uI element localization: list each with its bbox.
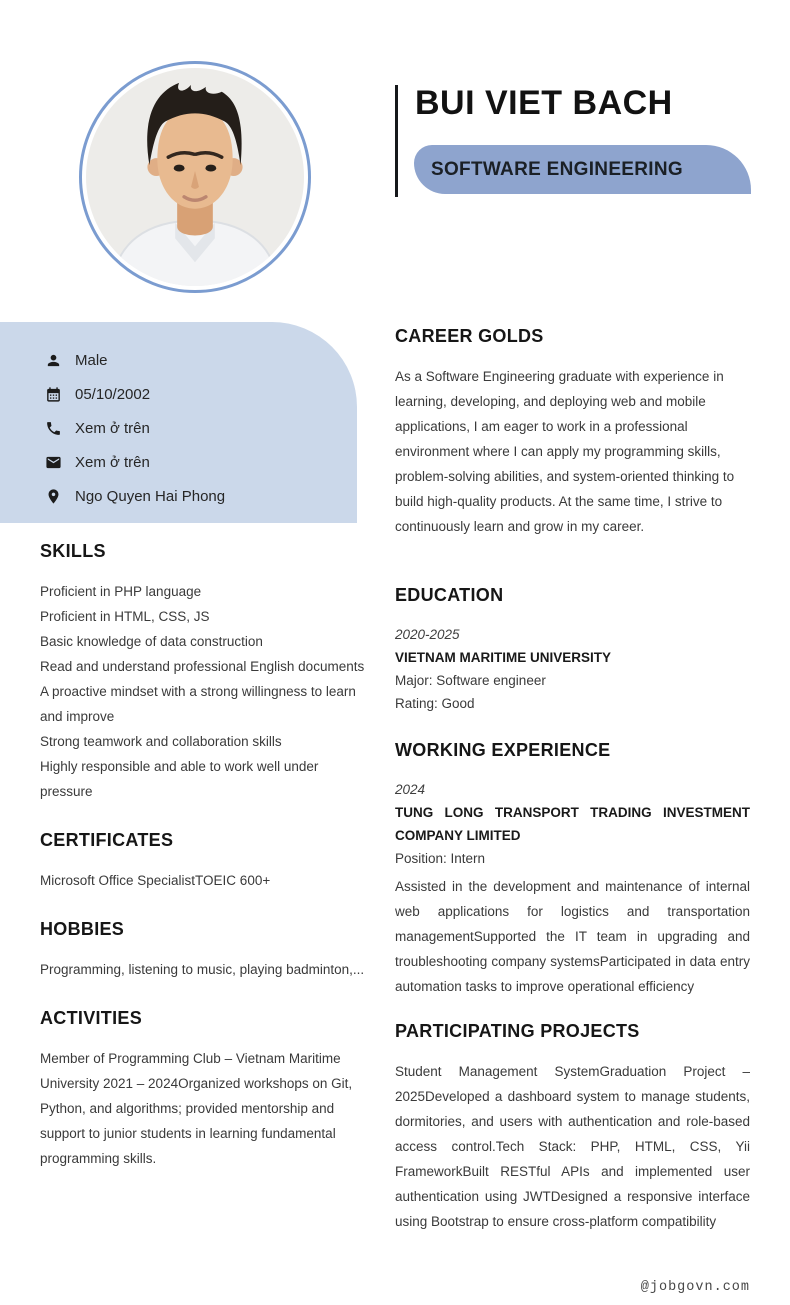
experience-year: 2024 — [395, 782, 426, 797]
experience-description: Assisted in the development and maintenance of internal web applications for logistics and transportation managementSupported the IT team in upgrading and troubleshooting company systemsParticipated in data entry automation tasks to improve operational efficiency — [395, 879, 750, 994]
education-heading: EDUCATION — [395, 585, 504, 605]
section-activities — [40, 1008, 372, 1171]
contact-item-phone — [45, 411, 337, 445]
education-school: VIETNAM MARITIME UNIVERSITY — [395, 650, 612, 665]
section-career-goals — [395, 326, 750, 539]
activities-text: Member of Programming Club – Vietnam Maritime University 2021 – 2024Organized workshops on Git, Python, and algorithms; provided mentorship and support to junior students in learning fundamental programming skills. — [40, 1051, 353, 1166]
activities-heading: ACTIVITIES — [40, 1008, 143, 1028]
header — [395, 83, 765, 203]
skill-item: Proficient in HTML, CSS, JS — [40, 609, 210, 624]
skill-item: Basic knowledge of data construction — [40, 634, 263, 649]
education-major: Major: Software engineer — [395, 673, 546, 688]
education-rating: Rating: Good — [395, 696, 475, 711]
education-years: 2020-2025 — [395, 627, 460, 642]
person-name: BUI VIET BACH — [415, 84, 673, 122]
projects-text: Student Management SystemGraduation Project – 2025Developed a dashboard system to manage students, dormitories, and users with authentication and role-based access control.Tech Stack: PHP, HTML, CSS, Yii FrameworkBuilt RESTful APIs and implemented user authentication using JWTDesigned a responsive interface using Bootstrap to ensure cross-platform compatibility — [395, 1064, 750, 1229]
section-skills — [40, 541, 372, 804]
right-column — [395, 326, 750, 1234]
contact-phone-label: Xem ở trên — [75, 419, 150, 437]
calendar-icon — [45, 386, 62, 403]
avatar-illustration — [86, 68, 304, 286]
section-education — [395, 585, 750, 715]
skill-item: Read and understand professional English documents — [40, 659, 365, 674]
contact-item-email — [45, 445, 337, 479]
participating-projects-heading: PARTICIPATING PROJECTS — [395, 1021, 640, 1041]
certificates-text: Microsoft Office SpecialistTOEIC 600+ — [40, 873, 271, 888]
contact-birthdate-label: 05/10/2002 — [75, 385, 151, 403]
personal-info-box — [0, 322, 357, 523]
section-certificates — [40, 830, 372, 893]
skills-heading: SKILLS — [40, 541, 106, 561]
job-title-banner — [414, 145, 751, 194]
email-icon — [45, 454, 62, 471]
person-icon — [45, 352, 62, 369]
section-hobbies — [40, 919, 372, 982]
contact-email-label: Xem ở trên — [75, 453, 150, 471]
section-working-experience — [395, 740, 750, 999]
location-icon — [45, 488, 62, 505]
experience-position: Position: Intern — [395, 851, 486, 866]
section-participating-projects — [395, 1021, 750, 1234]
hobbies-heading: HOBBIES — [40, 919, 125, 939]
contact-gender-label: Male — [75, 351, 108, 369]
contact-address-label: Ngo Quyen Hai Phong — [75, 487, 226, 505]
profile-photo — [86, 68, 304, 286]
career-goals-heading: CAREER GOLDS — [395, 326, 544, 346]
watermark: @jobgovn.com — [640, 1280, 750, 1295]
job-title: SOFTWARE ENGINEERING — [431, 158, 683, 180]
skill-item: Highly responsible and able to work well under pressure — [40, 759, 319, 799]
phone-icon — [45, 420, 62, 437]
hobbies-text: Programming, listening to music, playing badminton,... — [40, 962, 365, 977]
certificates-heading: CERTIFICATES — [40, 830, 174, 850]
left-column — [40, 541, 372, 1171]
skill-item: Proficient in PHP language — [40, 584, 202, 599]
career-goals-text: As a Software Engineering graduate with experience in learning, developing, and deploying web and mobile applications, I am eager to work in a professional environment where I can apply my programming skills, problem-solving abilities, and system-oriented thinking to build high-quality products. At the same time, I strive to continuously learn and grow in my career. — [395, 369, 735, 534]
working-experience-heading: WORKING EXPERIENCE — [395, 740, 611, 760]
contact-item-gender — [45, 343, 337, 377]
name-accent-bar — [395, 85, 398, 197]
skill-item: A proactive mindset with a strong willingness to learn and improve — [40, 684, 356, 724]
contact-item-birthdate — [45, 377, 337, 411]
experience-company: TUNG LONG TRANSPORT TRADING INVESTMENT COMPANY LIMITED — [395, 805, 750, 843]
contact-item-address — [45, 479, 337, 513]
profile-photo-ring — [79, 61, 311, 293]
skill-item: Strong teamwork and collaboration skills — [40, 734, 282, 749]
